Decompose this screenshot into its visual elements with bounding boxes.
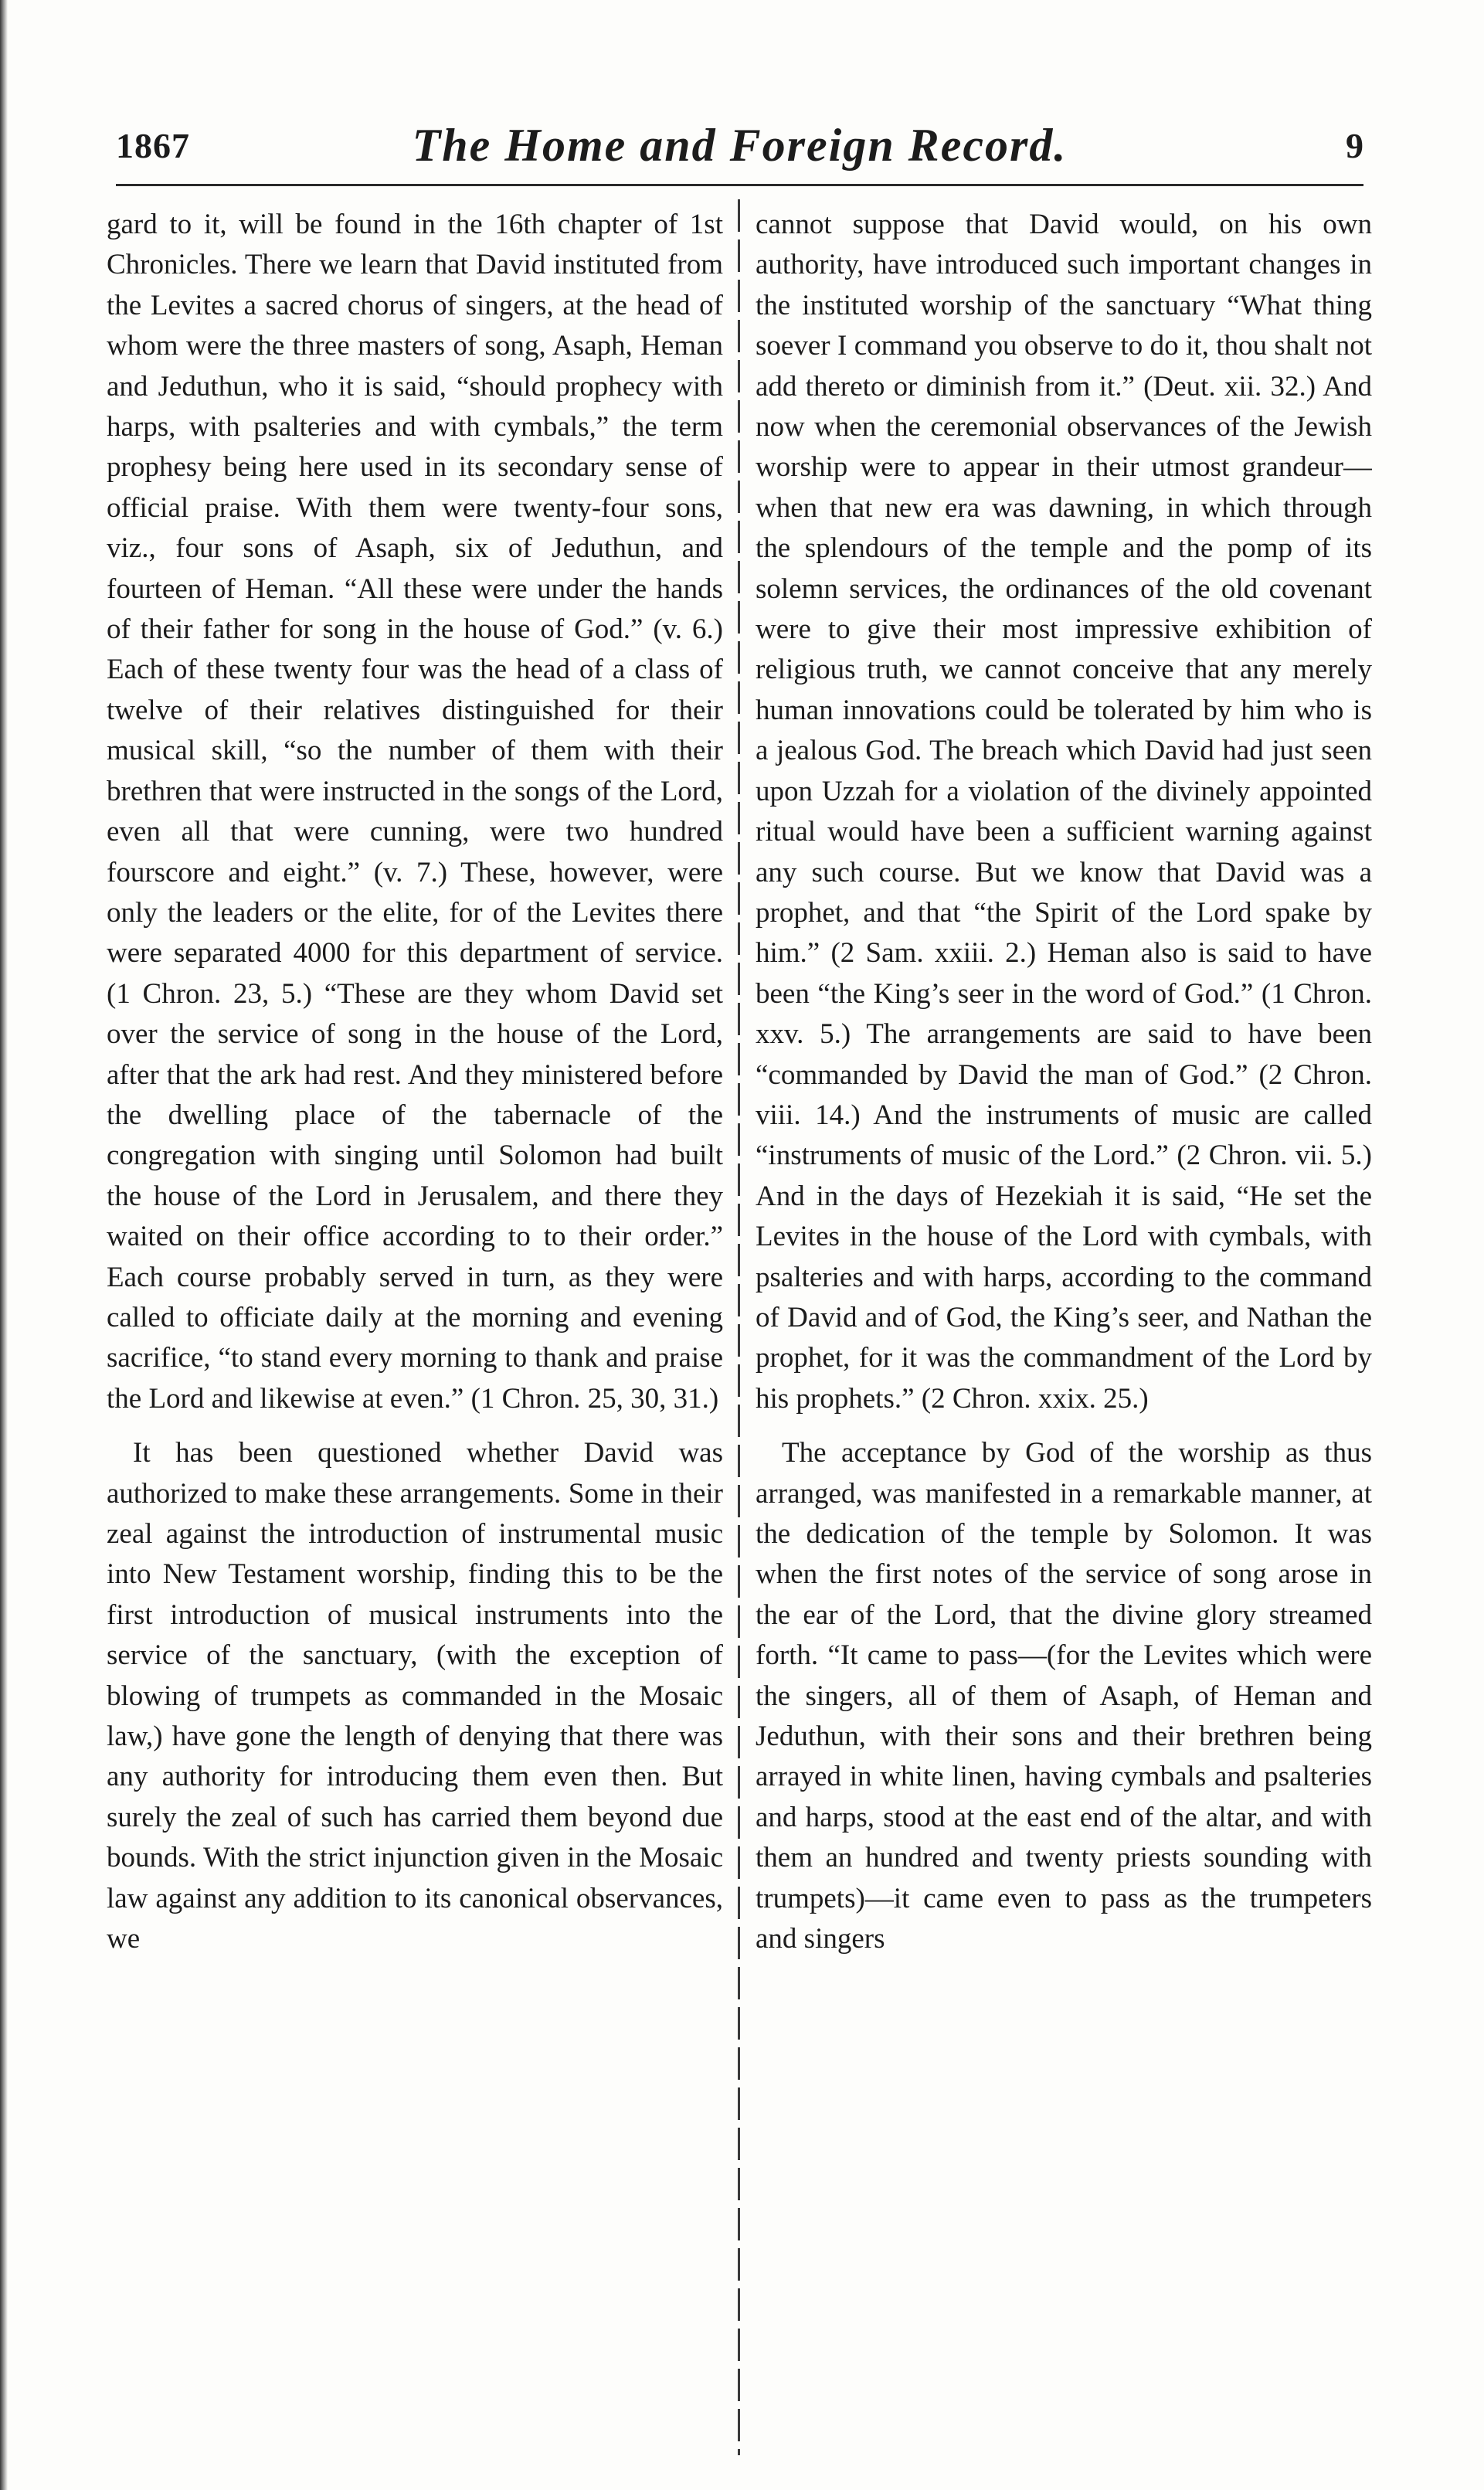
header-rule bbox=[116, 184, 1363, 186]
header-year: 1867 bbox=[116, 126, 190, 165]
left-paragraph-2: It has been questioned whether David was authorized to make these arrangements. Some in their zeal against the introduction of instrumental music into New Testament worship, finding this to be the first introduction of musical instruments into the service of the sanctuary, (with the exception of blowing of trumpets as commanded in the Mosaic law,) have gone the length of denying that there was any authority for introducing them even then. But surely the zeal of such has carried them beyond due bounds. With the strict injunction given in the Mosaic law against any addition to its canonical observances, we bbox=[107, 1437, 723, 1955]
page-edge-shadow bbox=[0, 0, 8, 2490]
right-paragraph-2: The acceptance by God of the worship as thus arranged, was manifested in a remarkable manner, at the dedication of the temple by Solomon. It was when the first notes of the service of song arose in the ear of the Lord, that the divine glory streamed forth. “It came to pass—(for the Levites which were the singers, all of them of Asaph, of Heman and Jeduthun, with their sons and their brethren being arrayed in white linen, having cymbals and psalteries and harps, stood at the east end of the altar, and with them an hundred and twenty priests sounding with trumpets)—it came even to pass as the trumpeters and singers bbox=[756, 1437, 1372, 1955]
journal-title: The Home and Foreign Record. bbox=[412, 120, 1068, 171]
running-header bbox=[116, 116, 1363, 178]
left-paragraph-1: gard to it, will be found in the 16th chapter of 1st Chronicles. There we learn that David instituted from the Levites a sacred chorus of singers, at the head of whom were the three masters of song, Asaph, Heman and Jeduthun, who it is said, “should prophecy with harps, with psalteries and with cymbals,” the term prophesy being here used in its secondary sense of official praise. With them were twenty-four sons, viz., four sons of Asaph, six of Jeduthun, and fourteen of Heman. “All these were under the hands of their father for song in the house of God.” (v. 6.) Each of these twenty four was the head of a class of twelve of their relatives distinguished for their musical skill, “so the number of them with their brethren that were instructed in the songs of the Lord, even all that were cunning, were two hundred fourscore and eight.” (v. 7.) These, however, were only the leaders or the elite, for of the Levites there were separated 4000 for this department of service. (1 Chron. 23, 5.) “These are they whom David set over the service of song in the house of the Lord, after that the ark had rest. And they ministered before the dwelling place of the tabernacle of the congregation with singing until Solomon had built the house of the Lord in Jerusalem, and there they waited on their office according to to their order.” Each course probably served in turn, as they were called to officiate daily at the morning and evening sacrifice, “to stand every morning to thank and praise the Lord and likewise at even.” (1 Chron. 25, 30, 31.) bbox=[107, 209, 723, 1415]
page-number: 9 bbox=[1346, 126, 1363, 165]
column-divider bbox=[738, 199, 740, 2455]
right-paragraph-1: cannot suppose that David would, on his own authority, have introduced such important changes in the instituted worship of the sanctuary “What thing soever I command you observe to do it, thou shalt not add thereto or diminish from it.” (Deut. xii. 32.) And now when the ceremonial observances of the Jewish worship were to appear in their utmost grandeur—when that new era was dawning, in which through the splendours of the temple and the pomp of its solemn services, the ordinances of the old covenant were to give their most impressive exhibition of religious truth, we cannot conceive that any merely human innovations could be tolerated by him who is a jealous God. The breach which David had just seen upon Uzzah for a violation of the divinely appointed ritual would have been a sufficient warning against any such course. But we know that David was a prophet, and that “the Spirit of the Lord spake by him.” (2 Sam. xxiii. 2.) Heman also is said to have been “the King’s seer in the word of God.” (1 Chron. xxv. 5.) The arrangements are said to have been “commanded by David the man of God.” (2 Chron. viii. 14.) And the instruments of music are called “instruments of music of the Lord.” (2 Chron. vii. 5.) And in the days of Hezekiah it is said, “He set the Levites in the house of the Lord with cymbals, with psalteries and with harps, according to the command of David and of God, the King’s seer, and Nathan the prophet, for it was the commandment of the Lord by his prophets.” (2 Chron. xxix. 25.) bbox=[756, 209, 1372, 1415]
right-column bbox=[756, 205, 1372, 2430]
left-column bbox=[107, 205, 723, 2430]
